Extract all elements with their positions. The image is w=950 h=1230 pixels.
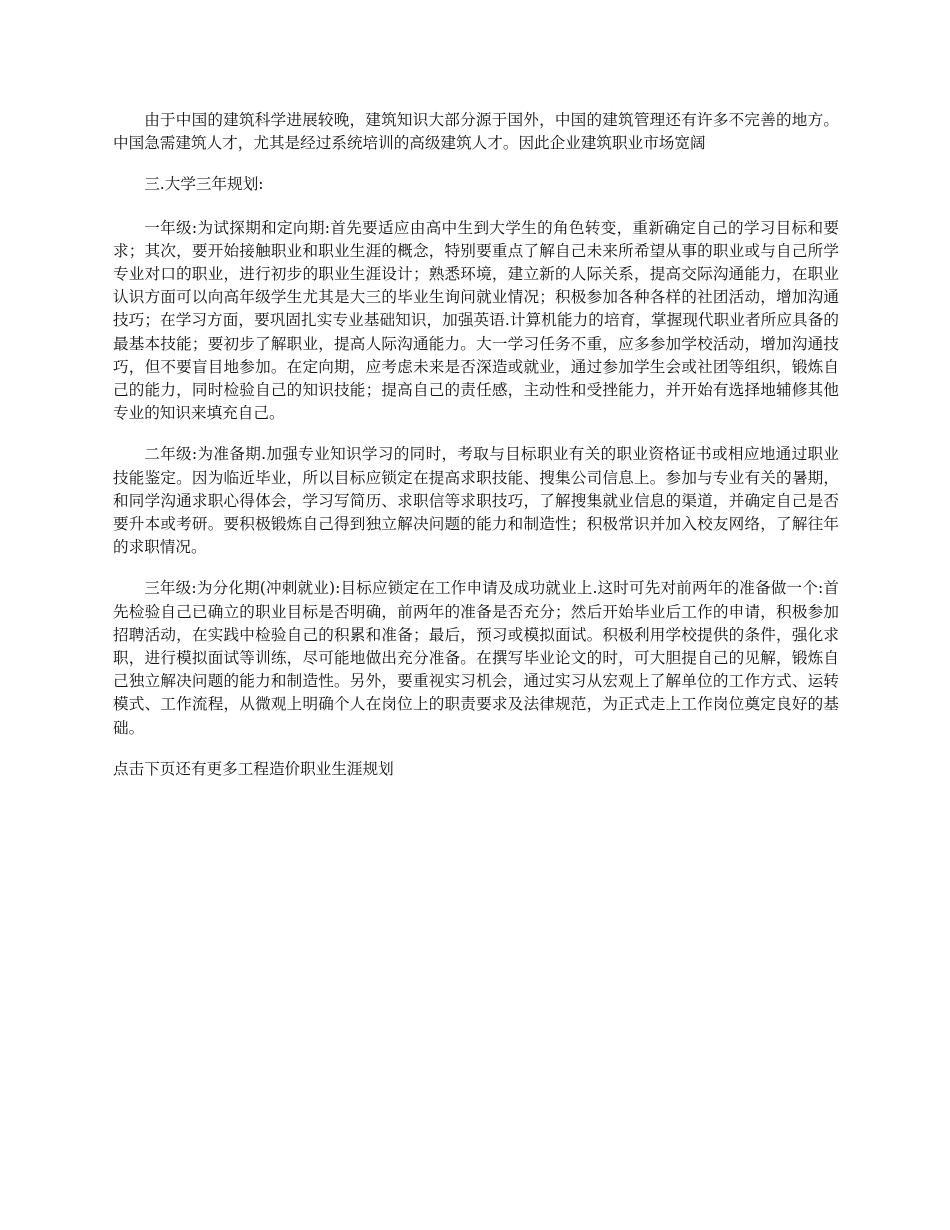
next-page-link[interactable]: 点击下页还有更多工程造价职业生涯规划	[113, 759, 394, 778]
paragraph-intro: 由于中国的建筑科学进展较晚，建筑知识大部分源于国外，中国的建筑管理还有许多不完善的地方。中国急需建筑人才，尤其是经过系统培训的高级建筑人才。因此企业建筑职业市场宽阔	[113, 111, 839, 153]
section-heading: 三.大学三年规划:	[144, 175, 264, 194]
paragraph-year-one: 一年级:为试探期和定向期:首先要适应由高中生到大学生的角色转变，重新确定自己的学习目标和要求；其次，要开始接触职业和职业生涯的概念，特别要重点了解自己未来所希望从事的职业或与自己所学专业对口的职业，进行初步的职业生涯设计；熟悉环境，建立新的人际关系，提高交际沟通能力，在职业认识方面可以向高年级学生尤其是大三的毕业生询问就业情况；积极参加各种各样的社团活动，增加沟通技巧；在学习方面，要巩固扎实专业基础知识，加强英语.计算机能力的培育，掌握现代职业者所应具备的最基本技能；要初步了解职业，提高人际沟通能力。大一学习任务不重，应多参加学校活动，增加沟通技巧，但不要盲目地参加。在定向期，应考虑未来是否深造或就业，通过参加学生会或社团等组织，锻炼自己的能力，同时检验自己的知识技能；提高自己的责任感，主动性和受挫能力，并开始有选择地辅修其他专业的知识来填充自己。	[113, 218, 839, 423]
paragraph-year-three: 三年级:为分化期(冲刺就业):目标应锁定在工作申请及成功就业上.这时可先对前两年的准备做一个:首先检验自己已确立的职业目标是否明确，前两年的准备是否充分；然后开始毕业后工作的申请，积极参加招聘活动，在实践中检验自己的积累和准备；最后，预习或模拟面试。积极利用学校提供的条件，强化求职，进行模拟面试等训练，尽可能地做出充分准备。在撰写毕业论文的时，可大胆提自己的见解，锻炼自己独立解决问题的能力和制造性。另外，要重视实习机会，通过实习从宏观上了解单位的工作方式、运转模式、工作流程，从微观上明确个人在岗位上的职责要求及法律规范，为正式走上工作岗位奠定良好的基础。	[113, 579, 839, 737]
paragraph-year-two: 二年级:为准备期.加强专业知识学习的同时，考取与目标职业有关的职业资格证书或相应地通过职业技能鉴定。因为临近毕业，所以目标应锁定在提高求职技能、搜集公司信息上。参加与专业有关的暑期，和同学沟通求职心得体会，学习写简历、求职信等求职技巧，了解搜集就业信息的渠道，并确定自己是否要升本或考研。要积极锻炼自己得到独立解决问题的能力和制造性；积极常识并加入校友网络，了解往年的求职情况。	[113, 445, 839, 557]
document-page	[113, 109, 839, 799]
